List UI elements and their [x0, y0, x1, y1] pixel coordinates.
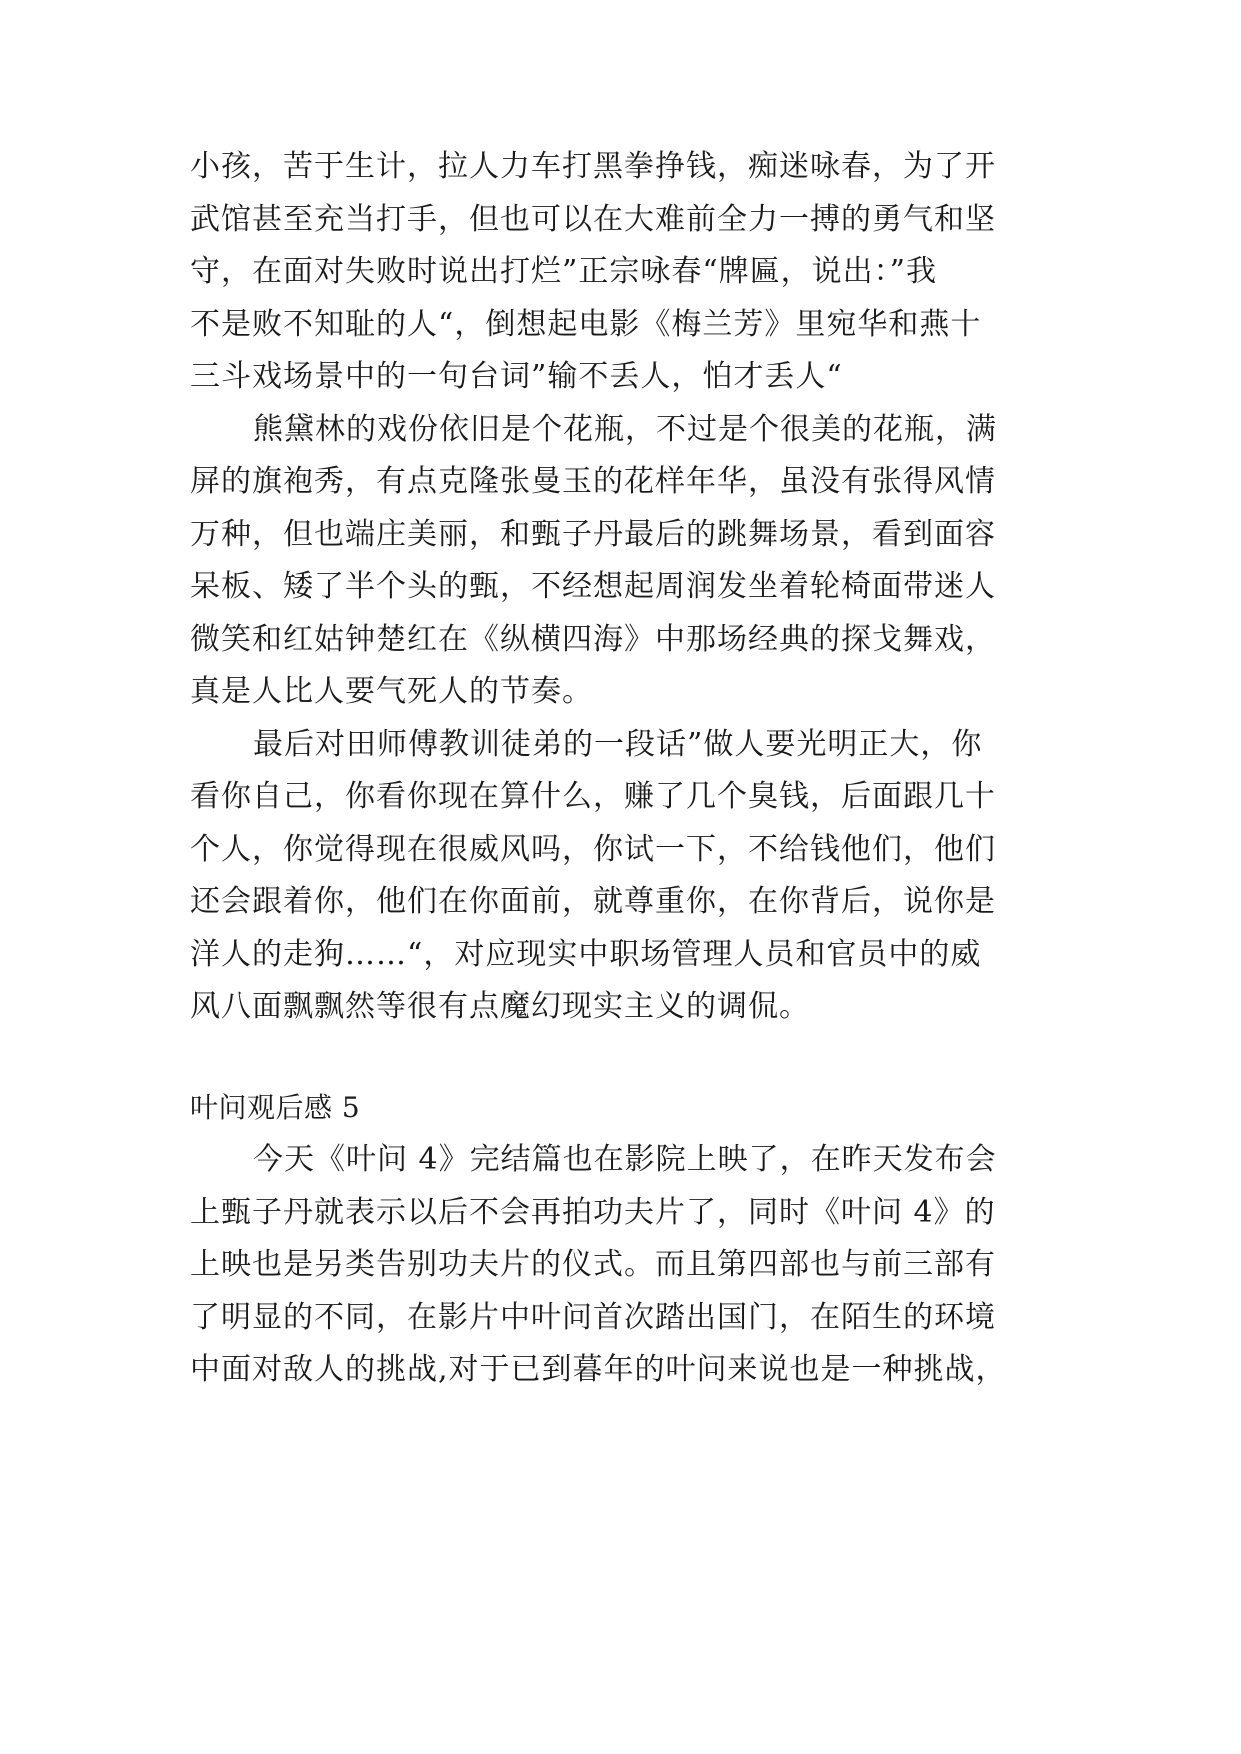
paragraph-3-line-5: 洋人的走狗……“，对应现实中职场管理人员和官员中的威: [190, 937, 982, 972]
paragraph-2-line-6: 真是人比人要气死人的节奏。: [190, 674, 593, 709]
paragraph-1-line-4: 不是败不知耻的人“，倒想起电影《梅兰芳》里宛华和燕十: [190, 307, 982, 342]
paragraph-1-line-5: 三斗戏场景中的一句台词”输不丢人，怕才丢人“: [190, 359, 843, 394]
paragraph-3-line-4: 还会跟着你，他们在你面前，就尊重你，在你背后，说你是: [190, 884, 996, 919]
paragraph-1-line-3: 守，在面对失败时说出打烂”正宗咏春“牌匾，说出：”我: [190, 254, 938, 289]
paragraph-1-line-2: 武馆甚至充当打手，但也可以在大难前全力一搏的勇气和坚: [190, 202, 996, 237]
section-heading: 叶问观后感 5: [190, 1091, 361, 1124]
paragraph-3-line-2: 看你自己，你看你现在算什么，赚了几个臭钱，后面跟几十: [190, 779, 996, 814]
paragraph-2-line-3: 万种，但也端庄美丽，和甄子丹最后的跳舞场景，看到面容: [190, 517, 996, 552]
paragraph-4-line-5: 中面对敌人的挑战,对于已到暮年的叶问来说也是一种挑战，: [190, 1352, 1007, 1387]
paragraph-4-line-2: 上甄子丹就表示以后不会再拍功夫片了，同时《叶问 4》的: [190, 1195, 996, 1230]
paragraph-3-line-3: 个人，你觉得现在很威风吗，你试一下，不给钱他们，他们: [190, 832, 996, 867]
paragraph-2-line-1: 熊黛林的戏份依旧是个花瓶，不过是个很美的花瓶，满: [253, 412, 997, 447]
paragraph-3-line-1: 最后对田师傅教训徒弟的一段话”做人要光明正大，你: [253, 727, 983, 762]
paragraph-4-line-1: 今天《叶问 4》完结篇也在影院上映了，在昨天发布会: [253, 1142, 997, 1177]
paragraph-2-line-2: 屏的旗袍秀，有点克隆张曼玉的花样年华，虽没有张得风情: [190, 464, 996, 499]
paragraph-2-line-4: 呆板、矮了半个头的甄，不经想起周润发坐着轮椅面带迷人: [190, 569, 996, 604]
paragraph-3-line-6: 风八面飘飘然等很有点魔幻现实主义的调侃。: [190, 989, 810, 1024]
paragraph-1-line-1: 小孩，苦于生计，拉人力车打黑拳挣钱，痴迷咏春，为了开: [190, 149, 996, 184]
paragraph-4-line-3: 上映也是另类告别功夫片的仪式。而且第四部也与前三部有: [190, 1247, 996, 1282]
paragraph-2-line-5: 微笑和红姑钟楚红在《纵横四海》中那场经典的探戈舞戏，: [190, 622, 996, 657]
paragraph-4-line-4: 了明显的不同，在影片中叶问首次踏出国门，在陌生的环境: [190, 1300, 996, 1335]
